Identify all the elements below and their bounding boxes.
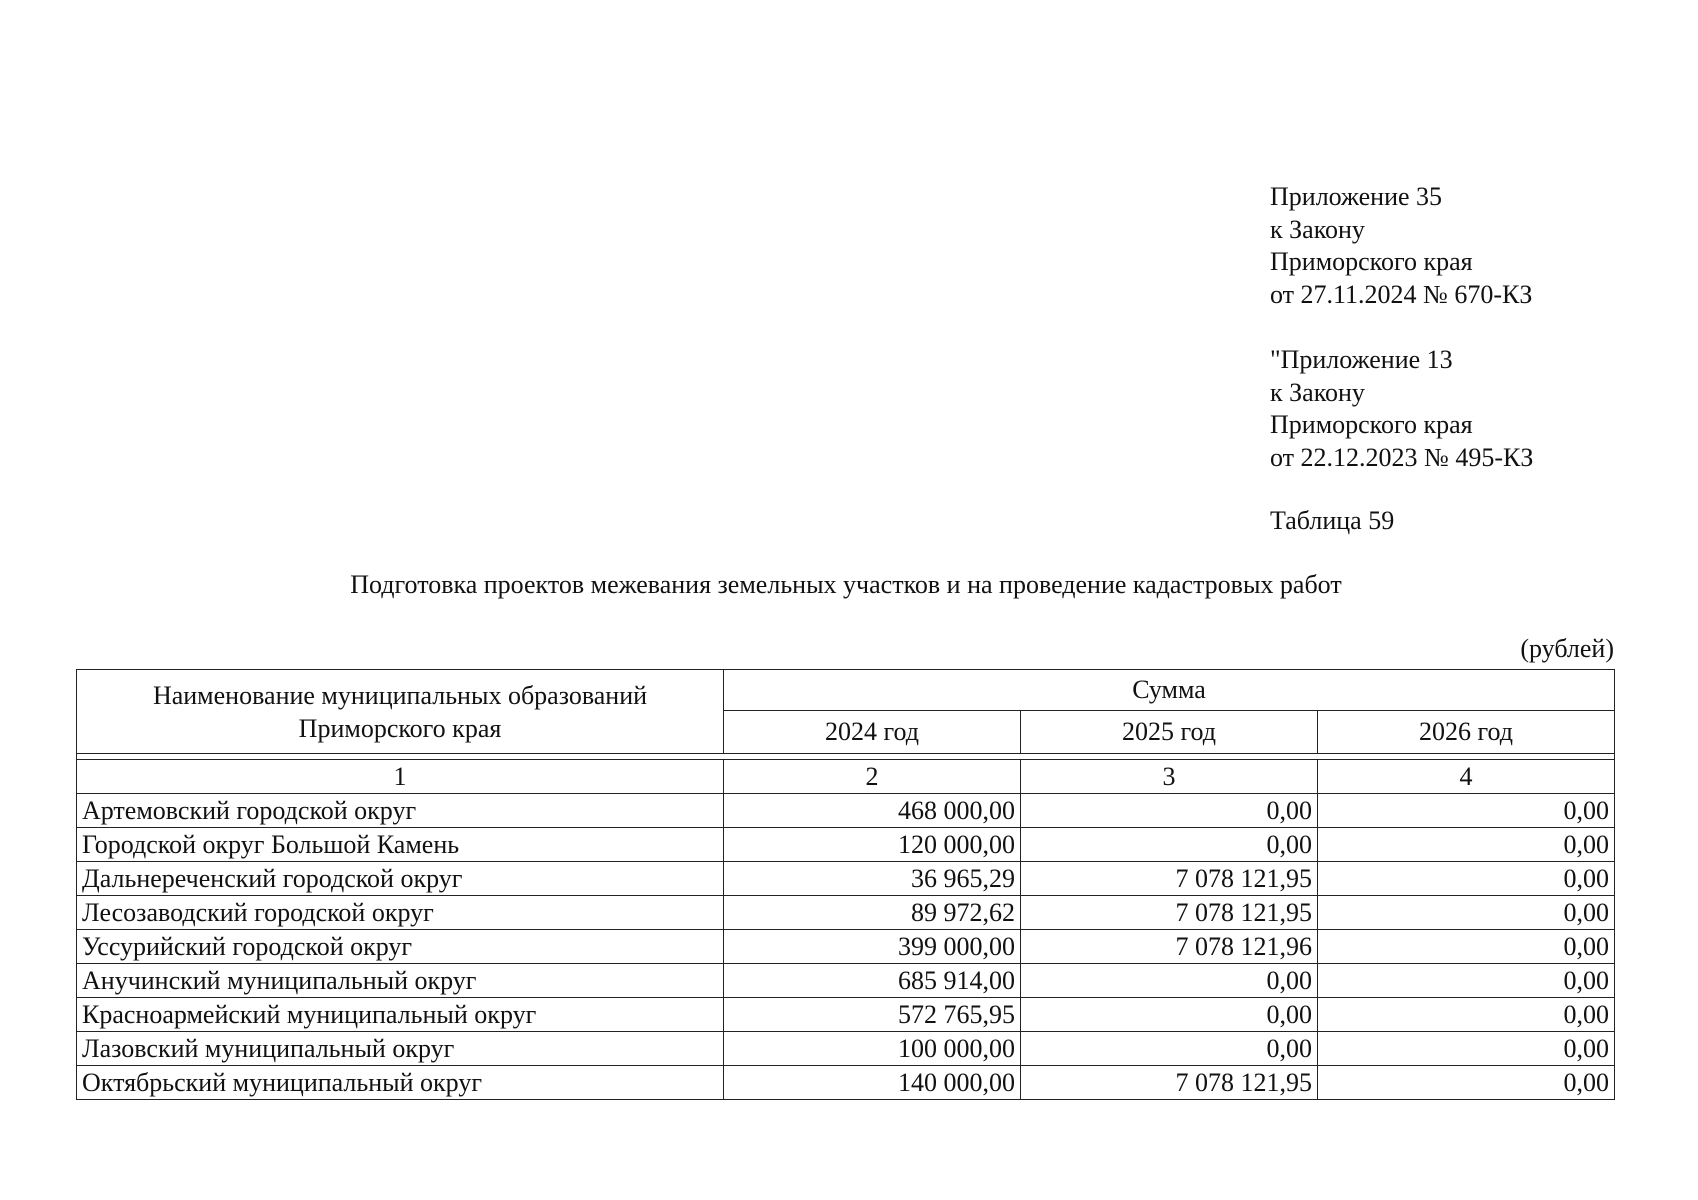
amended-line-3: Приморского края — [1270, 410, 1473, 439]
municipality-name: Анучинский муниципальный округ — [77, 964, 724, 998]
header-municipality — [77, 670, 724, 754]
amount-2024: 468 000,00 — [724, 794, 1021, 828]
header-year-2024: 2024 год — [724, 711, 1021, 754]
amount-2026: 0,00 — [1318, 930, 1615, 964]
document-title: Подготовка проектов межевания земельных участков и на проведение кадастровых работ — [350, 570, 1342, 599]
units-label: (рублей) — [1520, 634, 1614, 663]
attachment-line-2: к Закону — [1270, 214, 1365, 244]
municipality-name: Лесозаводский городской округ — [77, 896, 724, 930]
column-number-1: 1 — [77, 760, 724, 794]
amount-2026: 0,00 — [1318, 1032, 1615, 1066]
attachment-line-1: Приложение 35 — [1270, 182, 1443, 211]
municipality-name: Красноармейский муниципальный округ — [77, 998, 724, 1032]
column-number-2: 2 — [724, 760, 1021, 794]
amount-2024: 120 000,00 — [724, 828, 1021, 862]
amended-attachment-reference — [1270, 344, 1533, 474]
table-row — [77, 1066, 1615, 1100]
amended-line-2: к Закону — [1270, 377, 1365, 407]
table-row — [77, 896, 1615, 930]
header-year-2025: 2025 год — [1021, 711, 1318, 754]
amount-2024: 140 000,00 — [724, 1066, 1021, 1100]
table-body — [77, 754, 1615, 1100]
table-row — [77, 1032, 1615, 1066]
attachment-line-3: Приморского края — [1270, 247, 1473, 276]
amount-2024: 572 765,95 — [724, 998, 1021, 1032]
table-row — [77, 862, 1615, 896]
table-row — [77, 828, 1615, 862]
amended-line-4: от 22.12.2023 № 495-КЗ — [1270, 442, 1534, 472]
header-sum: Сумма — [724, 670, 1615, 711]
amount-2024: 399 000,00 — [724, 930, 1021, 964]
amount-2026: 0,00 — [1318, 862, 1615, 896]
amount-2025: 0,00 — [1021, 794, 1318, 828]
municipality-name: Октябрьский муниципальный округ — [77, 1066, 724, 1100]
header-year-2026: 2026 год — [1318, 711, 1615, 754]
column-number-3: 3 — [1021, 760, 1318, 794]
column-number-4: 4 — [1318, 760, 1615, 794]
attachment-line-4: от 27.11.2024 № 670-КЗ — [1270, 279, 1533, 309]
amount-2026: 0,00 — [1318, 964, 1615, 998]
municipality-name: Дальнереченский городской округ — [77, 862, 724, 896]
amount-2025: 0,00 — [1021, 964, 1318, 998]
amount-2024: 685 914,00 — [724, 964, 1021, 998]
table-number: Таблица 59 — [1270, 506, 1395, 535]
amount-2025: 7 078 121,95 — [1021, 862, 1318, 896]
municipality-name: Уссурийский городской округ — [77, 930, 724, 964]
amount-2026: 0,00 — [1318, 998, 1615, 1032]
municipality-name: Лазовский муниципальный округ — [77, 1032, 724, 1066]
municipality-name: Артемовский городской округ — [77, 794, 724, 828]
table-row — [77, 930, 1615, 964]
amount-2025: 7 078 121,95 — [1021, 1066, 1318, 1100]
table-row — [77, 794, 1615, 828]
table-header — [77, 670, 1615, 754]
table-row — [77, 964, 1615, 998]
budget-table — [76, 669, 1615, 1100]
attachment-reference — [1270, 181, 1532, 311]
amount-2025: 7 078 121,96 — [1021, 930, 1318, 964]
amount-2024: 100 000,00 — [724, 1032, 1021, 1066]
header-municipality-text: Наименование муниципальных образований Приморского края — [152, 680, 648, 743]
amount-2026: 0,00 — [1318, 896, 1615, 930]
column-number-row — [77, 760, 1615, 794]
municipality-name: Городской округ Большой Камень — [77, 828, 724, 862]
amended-line-1: "Приложение 13 — [1270, 345, 1453, 374]
amount-2026: 0,00 — [1318, 828, 1615, 862]
amount-2024: 36 965,29 — [724, 862, 1021, 896]
amount-2026: 0,00 — [1318, 1066, 1615, 1100]
amount-2025: 0,00 — [1021, 998, 1318, 1032]
amount-2025: 0,00 — [1021, 1032, 1318, 1066]
table-row — [77, 998, 1615, 1032]
amount-2026: 0,00 — [1318, 794, 1615, 828]
amount-2024: 89 972,62 — [724, 896, 1021, 930]
amount-2025: 7 078 121,95 — [1021, 896, 1318, 930]
amount-2025: 0,00 — [1021, 828, 1318, 862]
